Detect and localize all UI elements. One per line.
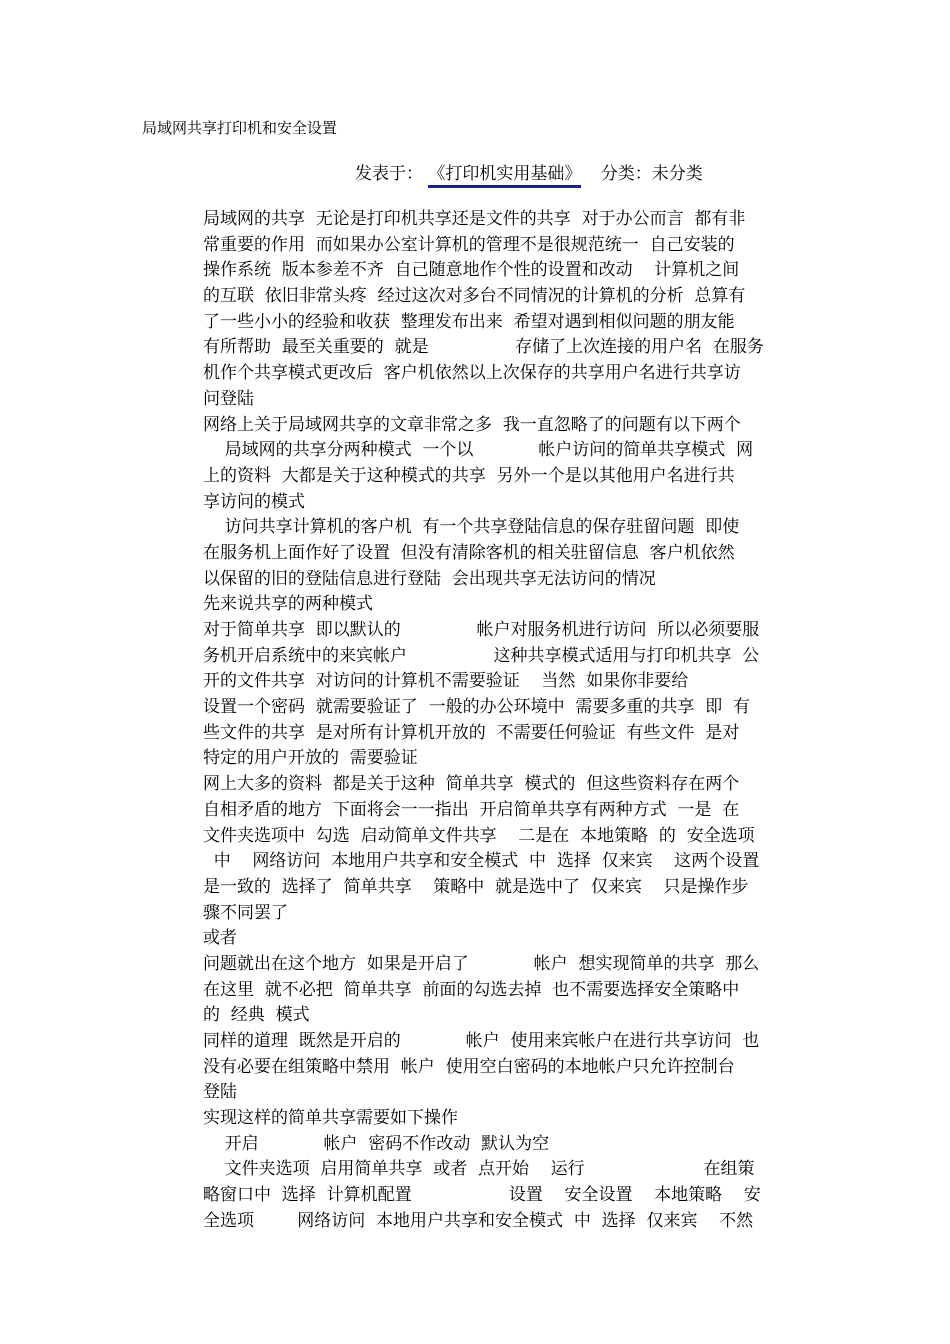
body-line: 网上大多的资料 都是关于这种 简单共享 模式的 但这些资料存在两个 — [203, 774, 740, 795]
body-line: 开的文件共享 对访问的计算机不需要验证 当然 如果你非要给 — [203, 671, 689, 692]
body-line: 在这里 就不必把 简单共享 前面的勾选去掉 也不需要选择安全策略中 — [203, 979, 740, 1000]
body-line: 机作个共享模式更改后 客户机依然以上次保存的共享用户名进行共享访 — [203, 363, 741, 384]
body-line: 先来说共享的两种模式 — [203, 594, 373, 615]
post-meta — [355, 162, 703, 186]
body-line: 的互联 依旧非常头疼 经过这次对多台不同情况的计算机的分析 总算有 — [203, 286, 746, 307]
body-line: 文件夹选项中 勾选 启动简单文件共享 二是在 本地策略 的 安全选项 — [203, 825, 755, 846]
body-line: 享访问的模式 — [203, 491, 305, 512]
body-line: 或者 — [203, 928, 237, 949]
body-line: 操作系统 版本参差不齐 自己随意地作个性的设置和改动 计算机之间 — [203, 260, 740, 281]
body-line: 实现这样的简单共享需要如下操作 — [203, 1108, 458, 1129]
body-line: 问题就出在这个地方 如果是开启了 帐户 想实现简单的共享 那么 — [203, 953, 760, 974]
body-line: 以保留的旧的登陆信息进行登陆 会出现共享无法访问的情况 — [203, 568, 656, 589]
body-line: 开启 帐户 密码不作改动 默认为空 — [203, 1133, 550, 1154]
category-link[interactable]: 《打印机实用基础》 — [428, 164, 581, 188]
body-line: 局域网的共享分两种模式 一个以 帐户访问的简单共享模式 网 — [203, 440, 754, 461]
body-line: 是一致的 选择了 简单共享 策略中 就是选中了 仅来宾 只是操作步 — [203, 876, 749, 897]
body-line: 的 经典 模式 — [203, 1005, 310, 1026]
body-line: 上的资料 大都是关于这种模式的共享 另外一个是以其他用户名进行共 — [203, 465, 735, 486]
body-line: 了一些小小的经验和收获 整理发布出来 希望对遇到相似问题的朋友能 — [203, 311, 735, 332]
body-line: 问登陆 — [203, 388, 254, 409]
body-line: 同样的道理 既然是开启的 帐户 使用来宾帐户在进行共享访问 也 — [203, 1031, 760, 1051]
body-line: 设置一个密码 就需要验证了 一般的办公环境中 需要多重的共享 即 有 — [203, 697, 751, 718]
body-line: 常重要的作用 而如果办公室计算机的管理不是很规范统一 自己安装的 — [203, 234, 735, 255]
body-line: 全选项 网络访问 本地用户共享和安全模式 中 选择 仅来宾 不然 — [203, 1210, 754, 1231]
article-body — [203, 207, 813, 1235]
posted-label: 发表于： — [355, 164, 423, 184]
document-title: 局域网共享打印机和安全设置 — [142, 119, 338, 137]
body-line: 局域网的共享 无论是打印机共享还是文件的共享 对于办公而言 都有非 — [203, 209, 746, 229]
body-line: 有所帮助 最至关重要的 就是 存储了上次连接的用户名 在服务 — [203, 337, 764, 358]
body-line: 骤不同罢了 — [203, 902, 288, 923]
body-line: 网络上关于局域网共享的文章非常之多 我一直忽略了的问题有以下两个 — [203, 414, 741, 435]
body-line: 些文件的共享 是对所有计算机开放的 不需要任何验证 有些文件 是对 — [203, 722, 740, 743]
body-line: 务机开启系统中的来宾帐户 这种共享模式适用与打印机共享 公 — [203, 645, 760, 666]
body-line: 略窗口中 选择 计算机配置 设置 安全设置 本地策略 安 — [203, 1185, 761, 1206]
body-line: 访问共享计算机的客户机 有一个共享登陆信息的保存驻留问题 即使 — [203, 517, 740, 538]
body-line: 自相矛盾的地方 下面将会一一指出 开启简单共享有两种方式 一是 在 — [203, 799, 740, 820]
body-line: 对于简单共享 即以默认的 帐户对服务机进行访问 所以必须要服 — [203, 620, 760, 640]
body-line: 特定的用户开放的 需要验证 — [203, 748, 418, 769]
category-label: 分类：未分类 — [600, 164, 703, 184]
body-line: 登陆 — [203, 1082, 237, 1103]
body-line: 没有必要在组策略中禁用 帐户 使用空白密码的本地帐户只允许控制台 — [203, 1056, 735, 1077]
body-line: 中 网络访问 本地用户共享和安全模式 中 选择 仅来宾 这两个设置 — [203, 851, 760, 872]
body-line: 在服务机上面作好了设置 但没有清除客机的相关驻留信息 客户机依然 — [203, 542, 735, 563]
body-line: 文件夹选项 启用简单共享 或者 点开始 运行 在组策 — [203, 1159, 755, 1180]
